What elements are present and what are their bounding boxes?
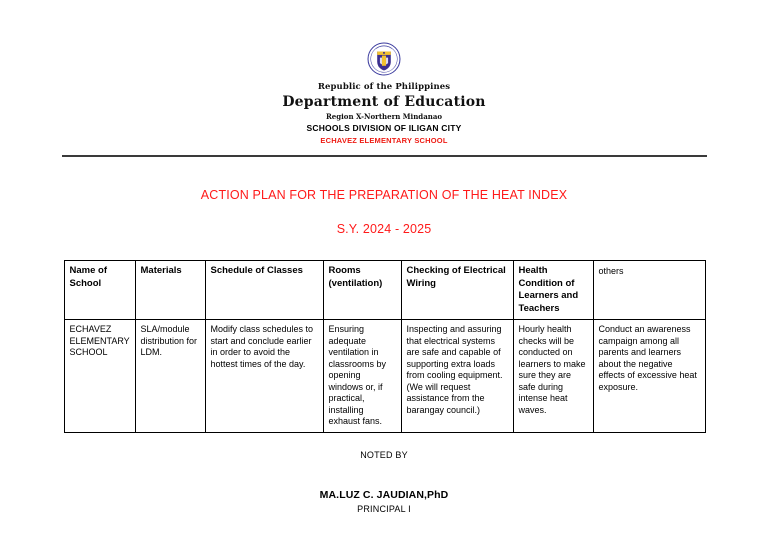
column-header-others: others: [593, 261, 705, 320]
cell-materials: SLA/module distribution for LDM.: [135, 320, 205, 433]
letterhead-department: Department of Education: [282, 94, 486, 110]
page-title: ACTION PLAN FOR THE PREPARATION OF THE HEAT INDEX: [200, 188, 568, 202]
letterhead-school: ECHAVEZ ELEMENTARY SCHOOL: [320, 136, 448, 145]
action-plan-table-wrapper: [64, 260, 705, 433]
deped-seal-icon: [367, 42, 401, 76]
cell-school: ECHAVEZ ELEMENTARY SCHOOL: [64, 320, 135, 433]
table-row: [64, 320, 705, 433]
letterhead-divider: [62, 155, 707, 157]
cell-rooms: Ensuring adequate ventilation in classrooms by opening windows or, if practical, installing exhaust fans.: [323, 320, 401, 433]
signature-block: [0, 450, 768, 514]
column-header-schedule-of-classes: Schedule of Classes: [205, 261, 323, 320]
cell-electrical: Inspecting and assuring that electrical systems are safe and capable of supporting extra loads from cooling equipment. (We will request assistance from the barangay council.): [401, 320, 513, 433]
action-plan-table: [64, 260, 706, 433]
cell-schedule: Modify class schedules to start and conclude earlier in order to avoid the hottest times of the day.: [205, 320, 323, 433]
column-header-checking-electrical-wiring: Checking of Electrical Wiring: [401, 261, 513, 320]
letterhead-region: Region X-Northern Mindanao: [325, 112, 443, 121]
cell-health: Hourly health checks will be conducted on learners to make sure they are safe during intense heat waves.: [513, 320, 593, 433]
column-header-name-of-school: Name of School: [64, 261, 135, 320]
signatory-role: PRINCIPAL I: [357, 503, 411, 514]
noted-by-label: NOTED BY: [360, 449, 408, 460]
column-header-rooms-ventilation: Rooms (ventilation): [323, 261, 401, 320]
letterhead-division: SCHOOLS DIVISION OF ILIGAN CITY: [306, 123, 462, 133]
page-subtitle: S.Y. 2024 - 2025: [336, 222, 432, 236]
cell-others: Conduct an awareness campaign among all parents and learners about the negative effects of excessive heat exposure.: [593, 320, 705, 433]
document-title-block: [0, 187, 768, 237]
column-header-materials: Materials: [135, 261, 205, 320]
letterhead-republic: Republic of the Philippines: [317, 82, 451, 92]
signatory-name: MA.LUZ C. JAUDIAN,PhD: [319, 488, 449, 501]
table-header-row: [64, 261, 705, 320]
column-header-health-condition: Health Condition of Learners and Teachers: [513, 261, 593, 320]
letterhead: [0, 0, 768, 157]
